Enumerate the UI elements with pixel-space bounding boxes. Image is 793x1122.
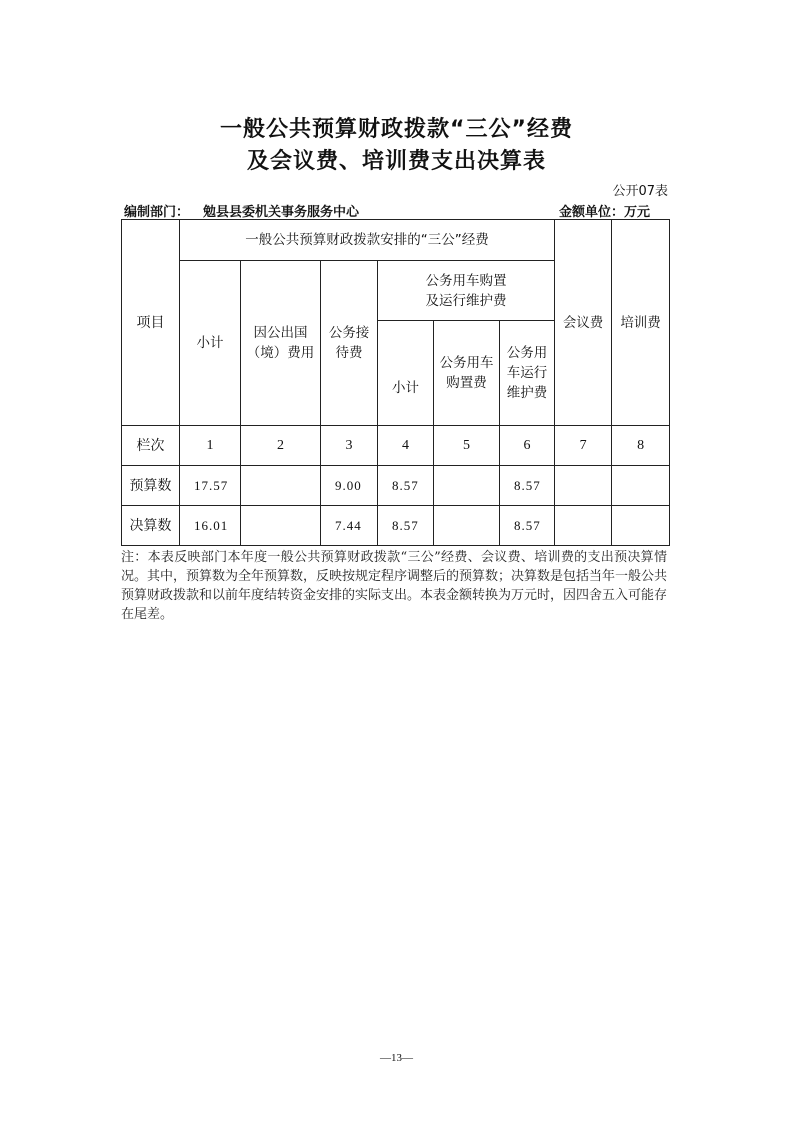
cell-vehicle-purchase (434, 466, 500, 506)
cell-training (612, 466, 670, 506)
cell-training (612, 506, 670, 546)
header-training: 培训费 (612, 220, 670, 426)
unit-label: 金额单位：万元 (558, 205, 650, 220)
table-row-final (122, 506, 670, 546)
cell-vehicle-subtotal: 8.57 (378, 466, 434, 506)
column-number: 5 (434, 426, 500, 466)
cell-vehicle-operation: 8.57 (500, 466, 555, 506)
cell-reception: 9.00 (321, 466, 378, 506)
header-vehicle-purchase: 公务用车 购置费 (434, 321, 500, 426)
compiler-value: 勉县县委机关事务服务中心 (203, 205, 360, 220)
row-label-budget: 预算数 (122, 466, 180, 506)
header-subtotal: 小计 (180, 261, 241, 426)
column-number: 7 (555, 426, 612, 466)
column-number: 1 (180, 426, 241, 466)
column-number: 8 (612, 426, 670, 466)
document-title-line2: 及会议费、培训费支出决算表 (246, 149, 546, 174)
column-number-row (122, 426, 670, 466)
cell-overseas (241, 466, 321, 506)
header-item: 项目 (122, 220, 180, 426)
column-number-label: 栏次 (122, 426, 180, 466)
column-number: 3 (321, 426, 378, 466)
header-overseas: 因公出国 （境）费用 (241, 261, 321, 426)
expenditure-table (121, 219, 670, 546)
row-label-final: 决算数 (122, 506, 180, 546)
cell-reception: 7.44 (321, 506, 378, 546)
page-number: —13— (380, 1052, 413, 1064)
header-reception: 公务接 待费 (321, 261, 378, 426)
compiler-info (124, 201, 359, 220)
cell-meeting (555, 466, 612, 506)
cell-vehicle-purchase (434, 506, 500, 546)
cell-overseas (241, 506, 321, 546)
header-three-public-group: 一般公共预算财政拨款安排的“三公”经费 (180, 220, 555, 261)
cell-vehicle-operation: 8.57 (500, 506, 555, 546)
form-code: 公开07表 (612, 184, 668, 199)
column-number: 2 (241, 426, 321, 466)
table-row-budget (122, 466, 670, 506)
cell-meeting (555, 506, 612, 546)
cell-vehicle-subtotal: 8.57 (378, 506, 434, 546)
cell-subtotal: 17.57 (180, 466, 241, 506)
header-meeting: 会议费 (555, 220, 612, 426)
header-vehicle-subtotal: 小计 (378, 321, 434, 426)
header-vehicle-operation: 公务用 车运行 维护费 (500, 321, 555, 426)
column-number: 4 (378, 426, 434, 466)
table-note: 注：本表反映部门本年度一般公共预算财政拨款“三公”经费、会议费、培训费的支出预决算情况。其中，预算数为全年预算数，反映按规定程序调整后的预算数；决算数是包括当年一般公共预算财政拨款和以前年度结转资金安排的实际支出。本表金额转换为万元时，因四舍五入可能存在尾差。 (121, 550, 668, 622)
document-title-line1: 一般公共预算财政拨款“三公”经费 (220, 117, 573, 142)
compiler-label: 编制部门： (124, 205, 190, 220)
column-number: 6 (500, 426, 555, 466)
header-vehicle-group: 公务用车购置 及运行维护费 (378, 261, 555, 321)
cell-subtotal: 16.01 (180, 506, 241, 546)
